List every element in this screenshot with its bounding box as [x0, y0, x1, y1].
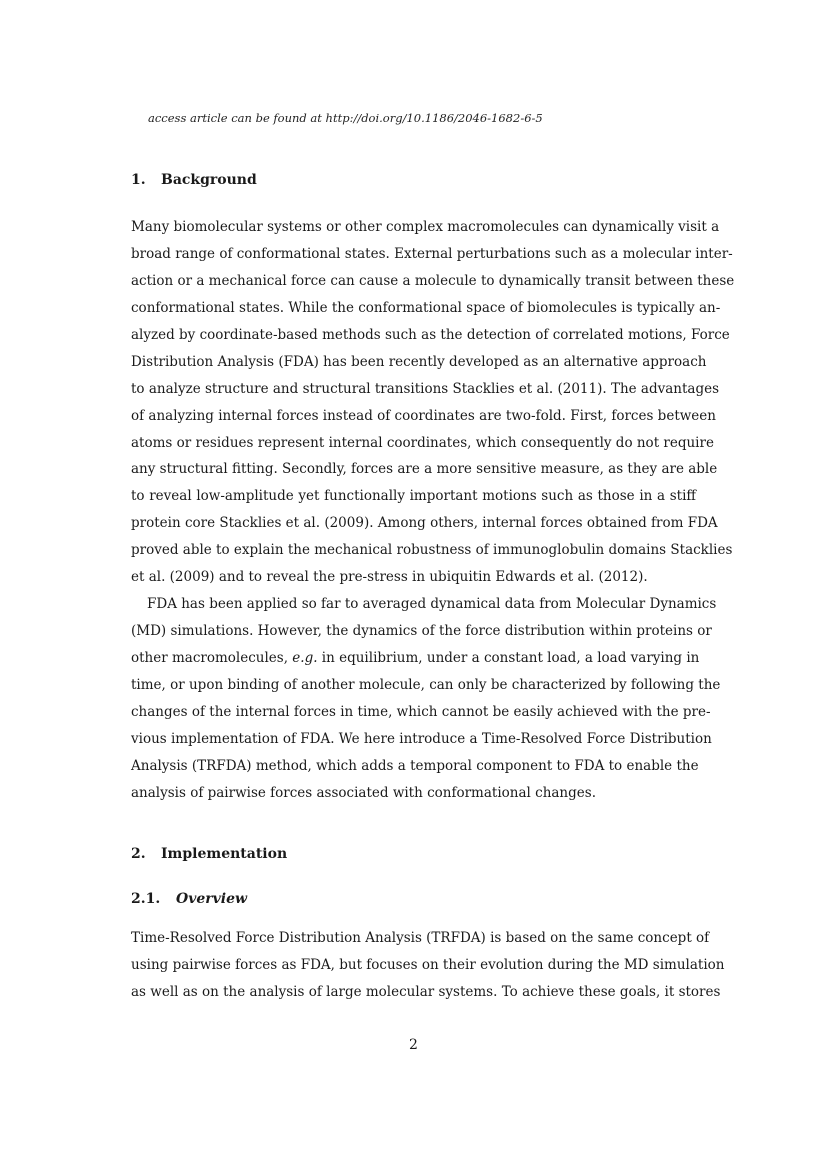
subsection-title: Overview	[176, 891, 248, 907]
text-line: analysis of pairwise forces associated with conformational changes.	[131, 784, 596, 801]
text-line: (MD) simulations. However, the dynamics of the force distribution within proteins or	[131, 623, 712, 640]
text-line: FDA has been applied so far to averaged dynamical data from Molecular Dynamics	[147, 596, 717, 613]
subsection-number: 2.1.	[131, 891, 161, 907]
page-number: 2	[409, 1037, 418, 1053]
text-line: vious implementation of FDA. We here introduce a Time-Resolved Force Distribution	[131, 730, 712, 747]
text-line: changes of the internal forces in time, which cannot be easily achieved with the pre-	[131, 703, 711, 720]
text-line: to analyze structure and structural transitions Stacklies et al. (2011). The advantages	[131, 380, 720, 397]
section-title: Background	[161, 172, 257, 188]
text-line: other macromolecules, e.g. in equilibrium, under a constant load, a load varying in	[131, 650, 700, 666]
text-line: action or a mechanical force can cause a molecule to dynamically transit between these	[131, 272, 735, 289]
paragraph-overview	[131, 925, 725, 1006]
section-title: Implementation	[161, 846, 288, 862]
text-line: proved able to explain the mechanical robustness of immunoglobulin domains Stacklies	[131, 542, 733, 559]
text-line: Analysis (TRFDA) method, which adds a temporal component to FDA to enable the	[131, 757, 699, 774]
text-line: using pairwise forces as FDA, but focuses on their evolution during the MD simulation	[131, 956, 725, 973]
section-heading-background	[131, 172, 257, 188]
text-line: et al. (2009) and to reveal the pre-stress in ubiquitin Edwards et al. (2012).	[131, 569, 648, 586]
text-line: alyzed by coordinate-based methods such as the detection of correlated motions, Force	[131, 326, 730, 343]
text-line: any structural fitting. Secondly, forces are a more sensitive measure, as they are able	[131, 461, 718, 478]
text-line: protein core Stacklies et al. (2009). Among others, internal forces obtained from FDA	[131, 515, 718, 532]
text-line: of analyzing internal forces instead of coordinates are two-fold. First, forces between	[131, 407, 716, 424]
text-line: Many biomolecular systems or other complex macromolecules can dynamically visit a	[131, 219, 720, 235]
section-heading-implementation	[131, 846, 287, 862]
text-line: broad range of conformational states. External perturbations such as a molecular inter-	[131, 245, 733, 262]
text-line: as well as on the analysis of large molecular systems. To achieve these goals, it stores	[131, 983, 721, 1000]
text-line: Distribution Analysis (FDA) has been recently developed as an alternative approach	[131, 353, 707, 370]
text-line: conformational states. While the conformational space of biomolecules is typically an-	[131, 299, 721, 316]
footnote-continuation: access article can be found at http://doi.org/10.1186/2046-1682-6-5	[148, 111, 543, 125]
section-number: 2.	[131, 846, 146, 862]
text-line: time, or upon binding of another molecule, can only be characterized by following the	[131, 676, 721, 693]
paragraph-background-1	[131, 214, 735, 807]
text-line: atoms or residues represent internal coordinates, which consequently do not require	[131, 434, 714, 451]
subsection-heading-overview	[131, 891, 247, 907]
text-line: Time-Resolved Force Distribution Analysis (TRFDA) is based on the same concept of	[131, 930, 710, 946]
section-number: 1.	[131, 172, 146, 188]
text-line: to reveal low-amplitude yet functionally important motions such as those in a stiff	[131, 488, 696, 505]
